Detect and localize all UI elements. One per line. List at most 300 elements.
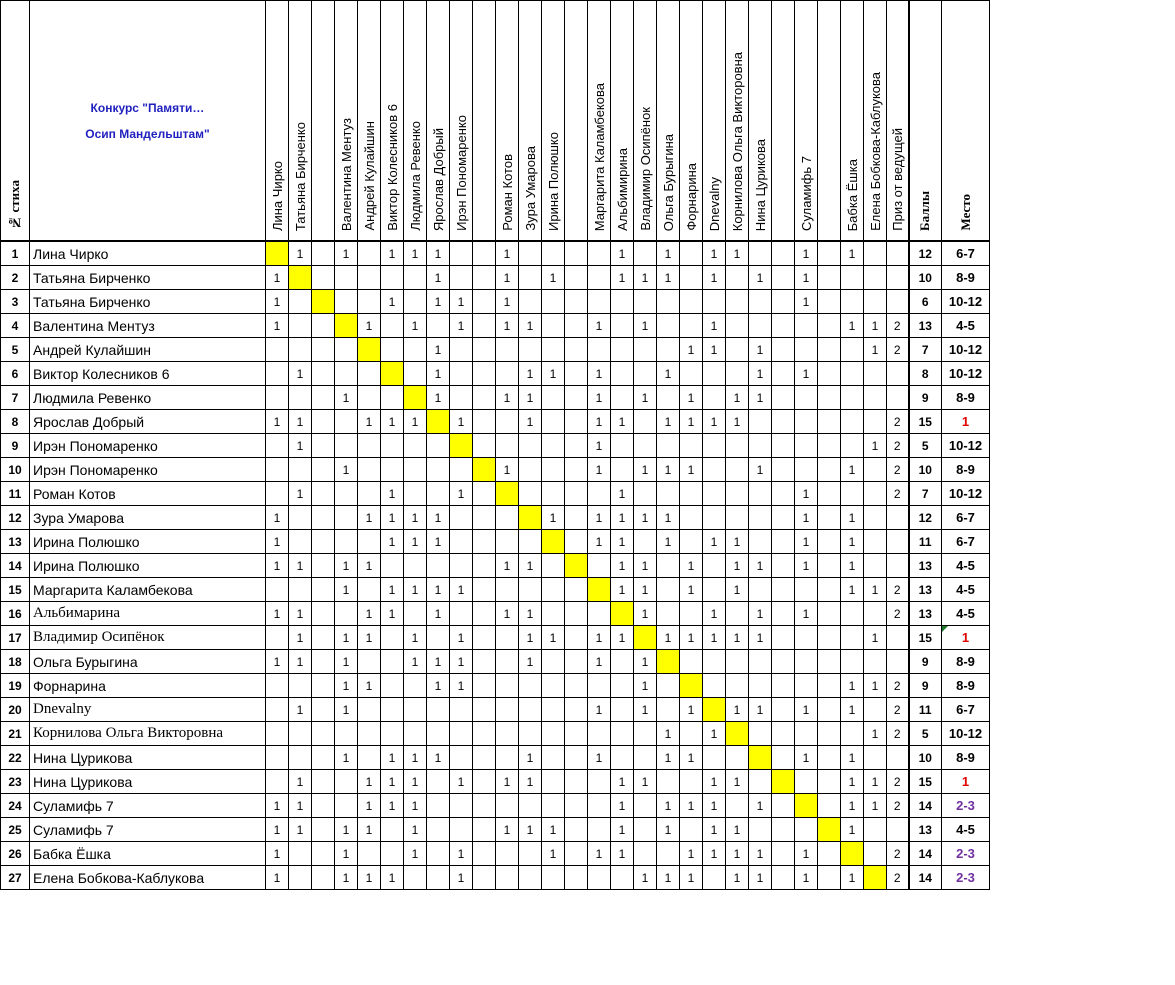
row-name: Ирэн Пономаренко (30, 458, 266, 482)
vote-cell: 1 (726, 626, 749, 650)
place-cell: 8-9 (942, 386, 990, 410)
vote-cell: 1 (381, 506, 404, 530)
vote-cell (335, 362, 358, 386)
vote-cell (887, 530, 909, 554)
column-header-label: Бабка Ёшка (844, 158, 860, 231)
column-header-label: Ирэн Пономаренко (453, 115, 469, 231)
self-cell (519, 506, 542, 530)
score-cell: 7 (909, 338, 942, 362)
vote-cell (818, 530, 841, 554)
vote-cell: 1 (496, 770, 519, 794)
vote-cell (841, 266, 864, 290)
table-row (1, 266, 990, 290)
vote-cell (611, 362, 634, 386)
vote-cell (818, 602, 841, 626)
vote-cell (473, 698, 496, 722)
vote-cell (680, 530, 703, 554)
vote-cell (818, 626, 841, 650)
vote-cell: 2 (887, 698, 909, 722)
vote-cell (680, 722, 703, 746)
vote-cell: 1 (335, 674, 358, 698)
vote-cell (749, 290, 772, 314)
vote-cell (864, 554, 887, 578)
vote-cell (772, 482, 795, 506)
vote-cell (565, 410, 588, 434)
column-header-label: Ярослав Добрый (430, 127, 446, 231)
vote-cell: 1 (841, 674, 864, 698)
vote-cell (657, 482, 680, 506)
vote-cell (542, 866, 565, 890)
vote-cell (450, 722, 473, 746)
vote-cell: 1 (634, 506, 657, 530)
vote-cell (473, 626, 496, 650)
vote-cell (611, 386, 634, 410)
vote-cell (703, 362, 726, 386)
vote-cell (565, 818, 588, 842)
vote-cell (312, 386, 335, 410)
column-header (864, 1, 887, 242)
vote-cell (611, 698, 634, 722)
vote-cell (864, 362, 887, 386)
vote-cell (864, 506, 887, 530)
vote-cell (887, 746, 909, 770)
vote-cell (404, 482, 427, 506)
vote-cell (381, 842, 404, 866)
vote-cell (335, 482, 358, 506)
vote-cell (680, 362, 703, 386)
vote-cell: 1 (450, 770, 473, 794)
vote-cell (496, 650, 519, 674)
vote-cell (381, 626, 404, 650)
vote-cell (565, 362, 588, 386)
column-header (611, 1, 634, 242)
vote-cell (496, 506, 519, 530)
column-header-label: Елена Бобкова-Каблукова (867, 72, 883, 231)
vote-cell (749, 674, 772, 698)
vote-cell: 1 (358, 818, 381, 842)
place-cell: 10-12 (942, 482, 990, 506)
row-name: Ирина Полюшко (30, 530, 266, 554)
vote-cell (542, 578, 565, 602)
vote-cell: 1 (404, 746, 427, 770)
corner-label: № стиха (7, 180, 22, 231)
vote-cell: 1 (266, 842, 289, 866)
vote-cell: 1 (795, 506, 818, 530)
vote-cell: 1 (864, 578, 887, 602)
vote-cell (496, 722, 519, 746)
vote-cell (542, 674, 565, 698)
header-row (1, 1, 990, 242)
vote-cell: 1 (450, 842, 473, 866)
column-header (473, 1, 496, 242)
vote-cell (611, 722, 634, 746)
vote-cell (749, 770, 772, 794)
vote-cell (565, 338, 588, 362)
column-header (772, 1, 795, 242)
vote-cell: 2 (887, 314, 909, 338)
row-number: 24 (1, 794, 30, 818)
vote-cell: 1 (726, 698, 749, 722)
vote-cell (749, 241, 772, 266)
vote-cell: 1 (289, 410, 312, 434)
vote-cell: 1 (358, 506, 381, 530)
vote-cell (703, 506, 726, 530)
vote-cell (519, 458, 542, 482)
vote-cell (818, 794, 841, 818)
vote-cell (818, 866, 841, 890)
vote-cell (289, 746, 312, 770)
score-cell: 11 (909, 530, 942, 554)
vote-cell (634, 434, 657, 458)
vote-cell (726, 434, 749, 458)
vote-cell: 1 (749, 386, 772, 410)
vote-cell (772, 314, 795, 338)
vote-cell (864, 266, 887, 290)
vote-cell (588, 602, 611, 626)
vote-cell (795, 722, 818, 746)
score-cell: 13 (909, 818, 942, 842)
vote-cell (565, 482, 588, 506)
vote-cell: 1 (335, 818, 358, 842)
vote-cell: 1 (611, 842, 634, 866)
vote-cell: 1 (795, 746, 818, 770)
vote-cell: 1 (749, 266, 772, 290)
vote-cell (841, 602, 864, 626)
column-header (634, 1, 657, 242)
vote-cell (795, 434, 818, 458)
vote-cell (795, 410, 818, 434)
vote-cell: 1 (657, 530, 680, 554)
vote-cell: 1 (404, 770, 427, 794)
vote-cell: 1 (335, 842, 358, 866)
vote-cell: 2 (887, 794, 909, 818)
vote-cell (565, 602, 588, 626)
vote-cell (289, 866, 312, 890)
vote-cell: 1 (588, 746, 611, 770)
vote-cell (864, 818, 887, 842)
row-number: 7 (1, 386, 30, 410)
vote-cell: 1 (266, 410, 289, 434)
column-header-label: Валентина Ментуз (338, 117, 354, 231)
vote-cell (335, 530, 358, 554)
row-number: 21 (1, 722, 30, 746)
vote-cell (588, 866, 611, 890)
vote-cell: 1 (703, 266, 726, 290)
vote-cell (795, 458, 818, 482)
vote-cell (335, 410, 358, 434)
vote-cell (818, 362, 841, 386)
column-header (795, 1, 818, 242)
score-cell: 11 (909, 698, 942, 722)
vote-cell (634, 362, 657, 386)
vote-cell (772, 386, 795, 410)
vote-cell (657, 578, 680, 602)
vote-cell: 1 (657, 866, 680, 890)
vote-cell (496, 530, 519, 554)
table-row (1, 554, 990, 578)
column-header (657, 1, 680, 242)
vote-cell: 1 (703, 770, 726, 794)
vote-cell (818, 698, 841, 722)
vote-cell: 1 (703, 314, 726, 338)
vote-cell: 1 (381, 746, 404, 770)
vote-cell: 1 (588, 842, 611, 866)
score-cell: 12 (909, 506, 942, 530)
vote-cell (335, 770, 358, 794)
vote-cell (588, 770, 611, 794)
vote-cell: 1 (542, 266, 565, 290)
corner-header (1, 1, 30, 242)
row-number: 13 (1, 530, 30, 554)
vote-cell (680, 290, 703, 314)
vote-cell (473, 241, 496, 266)
vote-cell (381, 698, 404, 722)
vote-cell: 1 (841, 794, 864, 818)
vote-cell: 1 (634, 674, 657, 698)
vote-cell (312, 338, 335, 362)
vote-cell: 1 (335, 458, 358, 482)
vote-cell (864, 530, 887, 554)
vote-cell (266, 746, 289, 770)
vote-cell (818, 770, 841, 794)
row-number: 27 (1, 866, 30, 890)
vote-cell: 1 (657, 746, 680, 770)
vote-cell: 1 (634, 770, 657, 794)
row-name: Ирэн Пономаренко (30, 434, 266, 458)
self-cell (657, 650, 680, 674)
vote-cell: 1 (519, 602, 542, 626)
vote-cell (473, 434, 496, 458)
vote-cell (381, 674, 404, 698)
self-cell (726, 722, 749, 746)
vote-cell: 1 (841, 746, 864, 770)
vote-cell (726, 290, 749, 314)
vote-cell (565, 746, 588, 770)
vote-cell: 2 (887, 842, 909, 866)
self-cell (542, 530, 565, 554)
vote-cell: 1 (588, 362, 611, 386)
vote-cell: 1 (266, 290, 289, 314)
vote-cell: 1 (726, 410, 749, 434)
vote-cell: 1 (795, 482, 818, 506)
vote-cell (450, 506, 473, 530)
row-number: 12 (1, 506, 30, 530)
vote-cell (358, 266, 381, 290)
column-header (749, 1, 772, 242)
row-name: Зура Умарова (30, 506, 266, 530)
vote-cell (818, 746, 841, 770)
vote-cell (312, 770, 335, 794)
row-number: 5 (1, 338, 30, 362)
vote-cell (611, 314, 634, 338)
vote-cell: 1 (657, 722, 680, 746)
row-name: Форнарина (30, 674, 266, 698)
vote-cell (358, 458, 381, 482)
vote-cell (404, 362, 427, 386)
row-name: Маргарита Каламбекова (30, 578, 266, 602)
vote-cell: 1 (634, 866, 657, 890)
vote-cell: 1 (841, 530, 864, 554)
self-cell (473, 458, 496, 482)
vote-cell (312, 794, 335, 818)
vote-cell (749, 314, 772, 338)
vote-cell (864, 746, 887, 770)
row-number: 26 (1, 842, 30, 866)
vote-cell (381, 338, 404, 362)
vote-cell (312, 698, 335, 722)
vote-cell (887, 818, 909, 842)
column-header (542, 1, 565, 242)
vote-cell (519, 698, 542, 722)
vote-cell (542, 458, 565, 482)
vote-cell: 1 (634, 386, 657, 410)
vote-cell (841, 650, 864, 674)
vote-cell (427, 314, 450, 338)
vote-cell (266, 674, 289, 698)
vote-cell (289, 722, 312, 746)
vote-cell (841, 338, 864, 362)
vote-cell: 1 (611, 482, 634, 506)
vote-cell (404, 866, 427, 890)
place-cell: 1 (942, 770, 990, 794)
vote-cell (772, 506, 795, 530)
vote-cell (289, 458, 312, 482)
vote-cell: 1 (657, 241, 680, 266)
comment-indicator (942, 626, 948, 632)
vote-cell: 2 (887, 458, 909, 482)
vote-cell (381, 818, 404, 842)
vote-cell (473, 410, 496, 434)
vote-cell (749, 578, 772, 602)
vote-cell (289, 530, 312, 554)
vote-cell (841, 722, 864, 746)
vote-cell (542, 770, 565, 794)
vote-cell (473, 866, 496, 890)
vote-cell: 1 (703, 241, 726, 266)
vote-cell (427, 482, 450, 506)
vote-cell (703, 386, 726, 410)
vote-cell: 1 (841, 241, 864, 266)
vote-cell (473, 506, 496, 530)
vote-cell: 1 (519, 746, 542, 770)
table-row (1, 386, 990, 410)
vote-cell: 1 (841, 578, 864, 602)
vote-cell: 1 (657, 458, 680, 482)
vote-cell (726, 674, 749, 698)
row-name: Елена Бобкова-Каблукова (30, 866, 266, 890)
vote-cell (266, 338, 289, 362)
row-name: Лина Чирко (30, 241, 266, 266)
vote-cell (266, 578, 289, 602)
vote-cell (588, 722, 611, 746)
self-cell (588, 578, 611, 602)
vote-cell (726, 650, 749, 674)
vote-cell (450, 266, 473, 290)
vote-cell (749, 818, 772, 842)
column-header-label: Альбимирина (614, 148, 630, 231)
vote-cell (841, 626, 864, 650)
vote-cell (680, 266, 703, 290)
vote-cell (519, 241, 542, 266)
vote-cell: 1 (289, 770, 312, 794)
vote-cell: 1 (496, 266, 519, 290)
vote-cell (634, 482, 657, 506)
table-row (1, 866, 990, 890)
vote-cell: 1 (335, 650, 358, 674)
score-header-label: Баллы (917, 191, 933, 231)
vote-cell (818, 338, 841, 362)
row-name: Виктор Колесников 6 (30, 362, 266, 386)
vote-cell (887, 386, 909, 410)
vote-cell: 1 (289, 818, 312, 842)
vote-cell: 1 (381, 794, 404, 818)
vote-cell (818, 290, 841, 314)
place-header (942, 1, 990, 242)
vote-cell (611, 338, 634, 362)
vote-cell: 1 (289, 602, 312, 626)
self-cell (565, 554, 588, 578)
vote-cell (795, 626, 818, 650)
vote-cell (634, 794, 657, 818)
vote-cell (887, 626, 909, 650)
vote-cell: 1 (864, 314, 887, 338)
vote-cell: 1 (266, 314, 289, 338)
vote-cell (289, 314, 312, 338)
vote-cell (634, 338, 657, 362)
vote-cell (818, 241, 841, 266)
vote-cell: 1 (588, 386, 611, 410)
row-name: Корнилова Ольга Викторовна (30, 722, 266, 746)
vote-cell: 1 (358, 410, 381, 434)
vote-cell (772, 722, 795, 746)
score-cell: 14 (909, 842, 942, 866)
vote-cell (887, 554, 909, 578)
row-name: Нина Цурикова (30, 770, 266, 794)
vote-cell (473, 674, 496, 698)
vote-cell (864, 842, 887, 866)
vote-cell: 1 (358, 770, 381, 794)
place-cell: 8-9 (942, 458, 990, 482)
vote-cell: 1 (427, 674, 450, 698)
vote-cell (818, 554, 841, 578)
vote-cell (427, 626, 450, 650)
vote-cell: 1 (588, 650, 611, 674)
vote-cell (818, 650, 841, 674)
vote-cell (312, 314, 335, 338)
vote-cell: 1 (404, 842, 427, 866)
vote-cell: 1 (726, 241, 749, 266)
self-cell (312, 290, 335, 314)
vote-cell (266, 458, 289, 482)
vote-cell: 1 (680, 866, 703, 890)
vote-cell (611, 650, 634, 674)
vote-cell: 1 (680, 410, 703, 434)
vote-cell: 1 (703, 530, 726, 554)
vote-cell (496, 362, 519, 386)
vote-cell: 1 (358, 674, 381, 698)
vote-cell (565, 434, 588, 458)
table-row (1, 794, 990, 818)
vote-cell: 1 (657, 626, 680, 650)
vote-cell: 1 (427, 746, 450, 770)
vote-cell (772, 578, 795, 602)
vote-cell: 1 (657, 794, 680, 818)
score-cell: 14 (909, 794, 942, 818)
vote-cell: 1 (657, 362, 680, 386)
vote-cell: 1 (358, 626, 381, 650)
vote-cell (358, 434, 381, 458)
vote-cell: 1 (749, 626, 772, 650)
